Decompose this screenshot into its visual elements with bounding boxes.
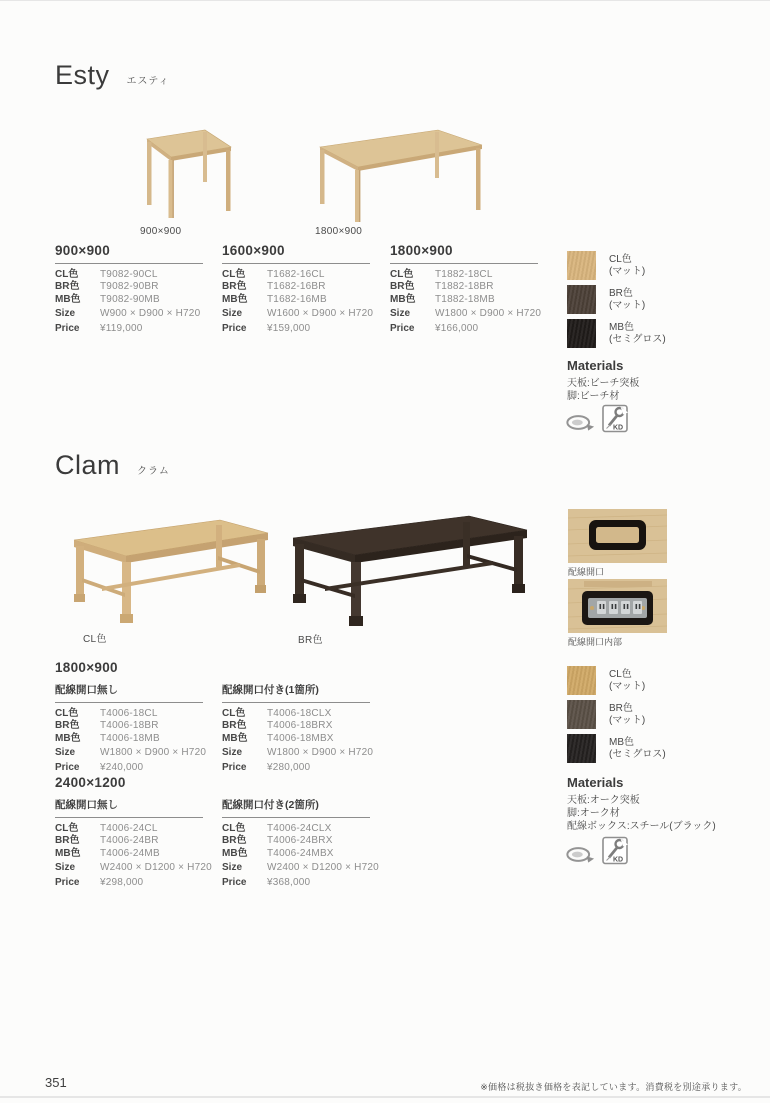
eco-mark-icon (566, 412, 595, 433)
spec-row: Size W1800 × D900 × H720 (55, 747, 207, 759)
clam-wiring-opening-photo (568, 509, 667, 563)
spec-row: MB色 T4006-24MB (55, 847, 160, 859)
clam-title: Clam (55, 450, 121, 480)
spec-row: MB色 T4006-18MB (55, 732, 160, 744)
br-color-swatch (567, 285, 596, 314)
eco-mark-icon (566, 844, 595, 865)
materials-line: 脚:オーク材 (567, 808, 620, 819)
swatch-label: MB色 (609, 322, 634, 333)
clam-cert-icons (566, 836, 628, 865)
esty-title: Esty (55, 60, 110, 90)
swatch-label: MB色 (609, 737, 634, 748)
clam-spec-1800-no-opening (55, 682, 207, 774)
esty-photo-caption-1800: 1800×900 (315, 226, 363, 237)
cl-color-swatch (567, 251, 596, 280)
materials-line: 配線ボックス:スチール(ブラック) (567, 821, 716, 832)
page-bottom-rule (0, 1096, 770, 1098)
cl-color-swatch (567, 666, 596, 695)
clam-detail-caption-opening: 配線開口 (568, 567, 605, 577)
clam-table-cl-photo (68, 514, 275, 634)
spec-row: CL色 T1882-18CL (390, 269, 493, 280)
spec-row: Size W2400 × D1200 × H720 (222, 862, 379, 874)
spec-row: Size W1600 × D900 × H720 (222, 308, 374, 320)
spec-row: Price ¥298,000 (55, 876, 144, 888)
swatch-label: CL色 (609, 669, 632, 680)
clam-table-br-photo (285, 510, 535, 636)
spec-row: Price ¥280,000 (222, 761, 311, 773)
spec-row: Size W1800 × D900 × H720 (222, 747, 374, 759)
swatch-label: CL色 (609, 254, 632, 265)
materials-line: 天板:ビーチ突板 (567, 378, 640, 389)
spec-row: Size W1800 × D900 × H720 (390, 308, 542, 320)
spec-row: BR色 T4006-24BR (55, 835, 159, 847)
clam-section-header (55, 450, 170, 481)
spec-row: MB色 T9082-90MB (55, 293, 160, 305)
swatch-label: BR色 (609, 288, 633, 299)
spec-row: CL色 T4006-18CLX (222, 708, 332, 719)
spec-row: Size W2400 × D1200 × H720 (55, 862, 212, 874)
option-title: 配線開口付き(2箇所) (222, 797, 370, 818)
swatch-item-mb (567, 319, 666, 348)
clam-materials (567, 775, 716, 833)
swatch-item-cl (567, 251, 666, 280)
spec-size-title: 1600×900 (222, 243, 370, 264)
page-number: 351 (45, 1075, 67, 1090)
clam-spec-2400-with-opening (222, 797, 379, 889)
spec-row: BR色 T1682-16BR (222, 281, 326, 293)
esty-section-header (55, 60, 170, 91)
spec-row: CL色 T1682-16CL (222, 269, 325, 280)
materials-line: 天板:オーク突板 (567, 795, 640, 806)
spec-row: BR色 T1882-18BR (390, 281, 494, 293)
spec-size-title: 900×900 (55, 243, 203, 264)
spec-row: CL色 T4006-24CL (55, 823, 158, 834)
esty-table-900-photo (131, 123, 235, 221)
swatch-finish: (マット) (609, 680, 646, 692)
spec-row: Size W900 × D900 × H720 (55, 308, 201, 320)
materials-title: Materials (567, 358, 624, 373)
esty-swatch-list (567, 251, 666, 353)
spec-row: BR色 T4006-18BR (55, 720, 159, 732)
kd-icon-label: KD (613, 424, 624, 432)
clam-photo-caption-cl: CL色 (83, 634, 107, 645)
esty-table-1800-photo (308, 123, 490, 225)
esty-materials (567, 358, 639, 403)
clam-spec-2400-no-opening (55, 797, 212, 889)
spec-size-title: 1800×900 (390, 243, 538, 264)
spec-row: CL色 T4006-24CLX (222, 823, 332, 834)
clam-swatch-list (567, 666, 666, 768)
swatch-finish: (セミグロス) (609, 748, 666, 760)
clam-title-kana: クラム (137, 466, 170, 477)
swatch-finish: (マット) (609, 299, 646, 311)
esty-title-kana: エスティ (126, 76, 170, 87)
esty-photo-caption-900: 900×900 (140, 226, 182, 237)
clam-group1-size-title: 1800×900 (55, 660, 118, 675)
esty-spec-col-900x900 (55, 243, 203, 335)
materials-title: Materials (567, 775, 624, 790)
clam-group2-size-title: 2400×1200 (55, 775, 126, 790)
swatch-finish: (マット) (609, 265, 646, 277)
materials-line: 脚:ビーチ材 (567, 391, 620, 402)
spec-row: Price ¥119,000 (55, 322, 143, 334)
kd-knockdown-icon (602, 404, 628, 433)
swatch-item-cl (567, 666, 666, 695)
kd-icon-label: KD (613, 856, 624, 864)
spec-row: Price ¥166,000 (390, 322, 479, 334)
esty-cert-icons (566, 404, 628, 433)
spec-row: MB色 T1682-16MB (222, 293, 327, 305)
spec-row: BR色 T4006-24BRX (222, 835, 333, 847)
swatch-label: BR色 (609, 703, 633, 714)
option-title: 配線開口付き(1箇所) (222, 682, 370, 703)
spec-row: Price ¥368,000 (222, 876, 311, 888)
option-title: 配線開口無し (55, 682, 203, 703)
spec-row: Price ¥240,000 (55, 761, 144, 773)
spec-row: CL色 T9082-90CL (55, 269, 158, 280)
br-color-swatch (567, 700, 596, 729)
spec-row: MB色 T1882-18MB (390, 293, 495, 305)
mb-color-swatch (567, 319, 596, 348)
kd-knockdown-icon (602, 836, 628, 865)
mb-color-swatch (567, 734, 596, 763)
swatch-finish: (セミグロス) (609, 333, 666, 345)
clam-spec-1800-with-opening (222, 682, 374, 774)
spec-row: MB色 T4006-18MBX (222, 732, 334, 744)
spec-row: BR色 T9082-90BR (55, 281, 159, 293)
swatch-item-br (567, 285, 666, 314)
clam-photo-caption-br: BR色 (298, 635, 323, 646)
spec-row: Price ¥159,000 (222, 322, 311, 334)
swatch-item-mb (567, 734, 666, 763)
spec-row: MB色 T4006-24MBX (222, 847, 334, 859)
swatch-item-br (567, 700, 666, 729)
page-top-rule (0, 0, 770, 1)
price-footnote: ※価格は税抜き価格を表記しています。消費税を別途承ります。 (480, 1082, 747, 1092)
esty-spec-col-1600x900 (222, 243, 374, 335)
esty-spec-col-1800x900 (390, 243, 542, 335)
clam-detail-caption-inside: 配線開口内部 (568, 637, 623, 647)
option-title: 配線開口無し (55, 797, 203, 818)
swatch-finish: (マット) (609, 714, 646, 726)
spec-row: CL色 T4006-18CL (55, 708, 158, 719)
clam-wiring-opening-inside-photo (568, 579, 667, 633)
spec-row: BR色 T4006-18BRX (222, 720, 333, 732)
